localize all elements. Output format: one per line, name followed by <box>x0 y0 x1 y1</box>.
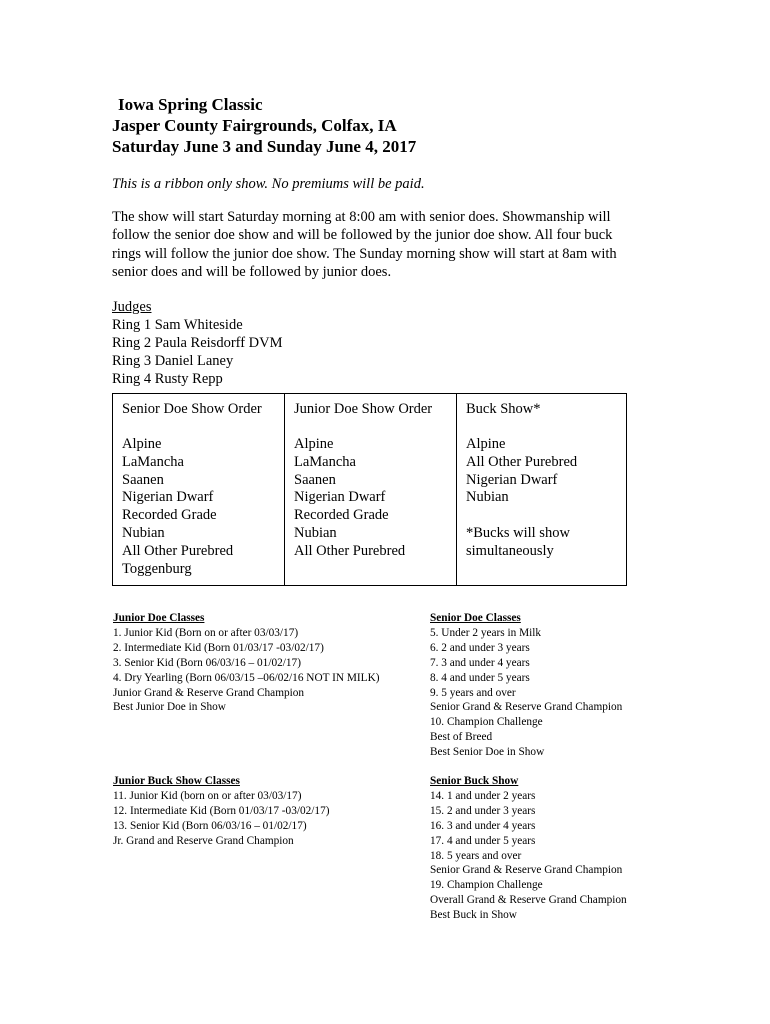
junior-doe-breed: Recorded Grade <box>294 507 389 524</box>
intro-line: follow the senior doe show and will be followed by the junior doe show. All four buck <box>112 227 613 244</box>
class-item: 11. Junior Kid (born on or after 03/03/17) <box>113 789 302 802</box>
buck-breed: Nubian <box>466 489 509 506</box>
class-item: 7. 3 and under 4 years <box>430 656 530 669</box>
document-title <box>112 94 416 157</box>
class-item: 18. 5 years and over <box>430 849 522 862</box>
show-order-table <box>112 393 627 586</box>
class-item: Best of Breed <box>430 731 493 744</box>
senior-doe-breed: Nigerian Dwarf <box>122 489 214 506</box>
junior-doe-breed: All Other Purebred <box>294 542 406 559</box>
judge-ring-2: Ring 2 Paula Reisdorff DVM <box>112 335 283 351</box>
junior-doe-classes <box>113 611 380 715</box>
class-item: Senior Grand & Reserve Grand Champion <box>430 864 623 877</box>
senior-doe-order-heading: Senior Doe Show Order <box>122 401 262 417</box>
class-item: Jr. Grand and Reserve Grand Champion <box>113 834 294 847</box>
intro-paragraph <box>112 208 652 281</box>
intro-line: The show will start Saturday morning at 8:00 am with senior does. Showmanship will <box>112 209 611 225</box>
senior-doe-classes-heading: Senior Doe Classes <box>430 612 521 624</box>
junior-doe-classes-heading: Junior Doe Classes <box>113 612 205 624</box>
buck-order-column <box>457 394 627 586</box>
buck-order-heading: Buck Show* <box>466 401 541 417</box>
class-item: 15. 2 and under 3 years <box>430 804 536 817</box>
intro-line: senior does and will be followed by junior does. <box>112 263 392 280</box>
buck-footnote: *Bucks will show <box>466 524 570 541</box>
senior-doe-breed: Recorded Grade <box>122 507 217 524</box>
senior-doe-breed: Nubian <box>122 524 165 541</box>
class-item: 6. 2 and under 3 years <box>430 641 530 654</box>
junior-doe-breed: Nubian <box>294 524 337 541</box>
class-item: 5. Under 2 years in Milk <box>430 626 542 639</box>
senior-doe-breed: All Other Purebred <box>122 542 234 559</box>
junior-doe-breed: LaMancha <box>294 453 356 470</box>
junior-doe-breed: Saanen <box>294 471 336 488</box>
class-item: Best Buck in Show <box>430 909 517 922</box>
junior-doe-order-heading: Junior Doe Show Order <box>294 401 433 417</box>
ribbon-note: This is a ribbon only show. No premiums will be paid. <box>112 176 425 192</box>
title-dates: Saturday June 3 and Sunday June 4, 2017 <box>112 137 417 156</box>
class-item: 8. 4 and under 5 years <box>430 671 530 684</box>
buck-breed: Alpine <box>466 436 506 452</box>
spacer <box>466 507 618 525</box>
class-item: 19. Champion Challenge <box>430 879 543 892</box>
class-item: 12. Intermediate Kid (Born 01/03/17 -03/02/17) <box>113 804 330 817</box>
senior-doe-breed: LaMancha <box>122 453 184 470</box>
judges-list <box>112 298 283 388</box>
senior-doe-order-column <box>113 394 285 586</box>
title-show-name: Iowa Spring Classic <box>118 95 263 114</box>
class-item: 13. Senior Kid (Born 06/03/16 – 01/02/17) <box>113 819 307 832</box>
class-item: 4. Dry Yearling (Born 06/03/15 –06/02/16 NOT IN MILK) <box>113 671 380 684</box>
class-item: Senior Grand & Reserve Grand Champion <box>430 701 623 714</box>
class-item: 16. 3 and under 4 years <box>430 819 536 832</box>
class-item: Overall Grand & Reserve Grand Champion <box>430 894 627 907</box>
buck-breed: All Other Purebred <box>466 453 578 470</box>
title-location: Jasper County Fairgrounds, Colfax, IA <box>112 116 397 135</box>
senior-buck-show <box>430 774 627 923</box>
senior-doe-breed: Toggenburg <box>122 560 192 577</box>
junior-buck-classes-heading: Junior Buck Show Classes <box>113 775 240 787</box>
intro-line: rings will follow the junior doe show. The Sunday morning show will start at 8am with <box>112 245 617 262</box>
class-item: 14. 1 and under 2 years <box>430 789 536 802</box>
judge-ring-4: Ring 4 Rusty Repp <box>112 371 223 387</box>
junior-doe-breed: Alpine <box>294 436 334 452</box>
junior-doe-breed: Nigerian Dwarf <box>294 489 386 506</box>
senior-doe-breed: Alpine <box>122 436 162 452</box>
judge-ring-1: Ring 1 Sam Whiteside <box>112 317 243 333</box>
senior-doe-breed: Saanen <box>122 471 164 488</box>
senior-doe-classes <box>430 611 622 760</box>
buck-footnote: simultaneously <box>466 542 554 559</box>
class-item: Best Junior Doe in Show <box>113 701 226 714</box>
junior-doe-order-column <box>285 394 457 586</box>
class-item: Junior Grand & Reserve Grand Champion <box>113 686 305 699</box>
class-item: 17. 4 and under 5 years <box>430 834 536 847</box>
class-item: 10. Champion Challenge <box>430 716 543 729</box>
judge-ring-3: Ring 3 Daniel Laney <box>112 353 234 369</box>
judges-heading: Judges <box>112 299 152 315</box>
senior-buck-show-heading: Senior Buck Show <box>430 775 519 787</box>
class-item: 9. 5 years and over <box>430 686 516 699</box>
class-item: 1. Junior Kid (Born on or after 03/03/17) <box>113 626 299 639</box>
buck-breed: Nigerian Dwarf <box>466 471 558 488</box>
junior-buck-classes <box>113 774 329 849</box>
class-item: Best Senior Doe in Show <box>430 746 545 759</box>
class-item: 2. Intermediate Kid (Born 01/03/17 -03/02/17) <box>113 641 324 654</box>
class-item: 3. Senior Kid (Born 06/03/16 – 01/02/17) <box>113 656 301 669</box>
